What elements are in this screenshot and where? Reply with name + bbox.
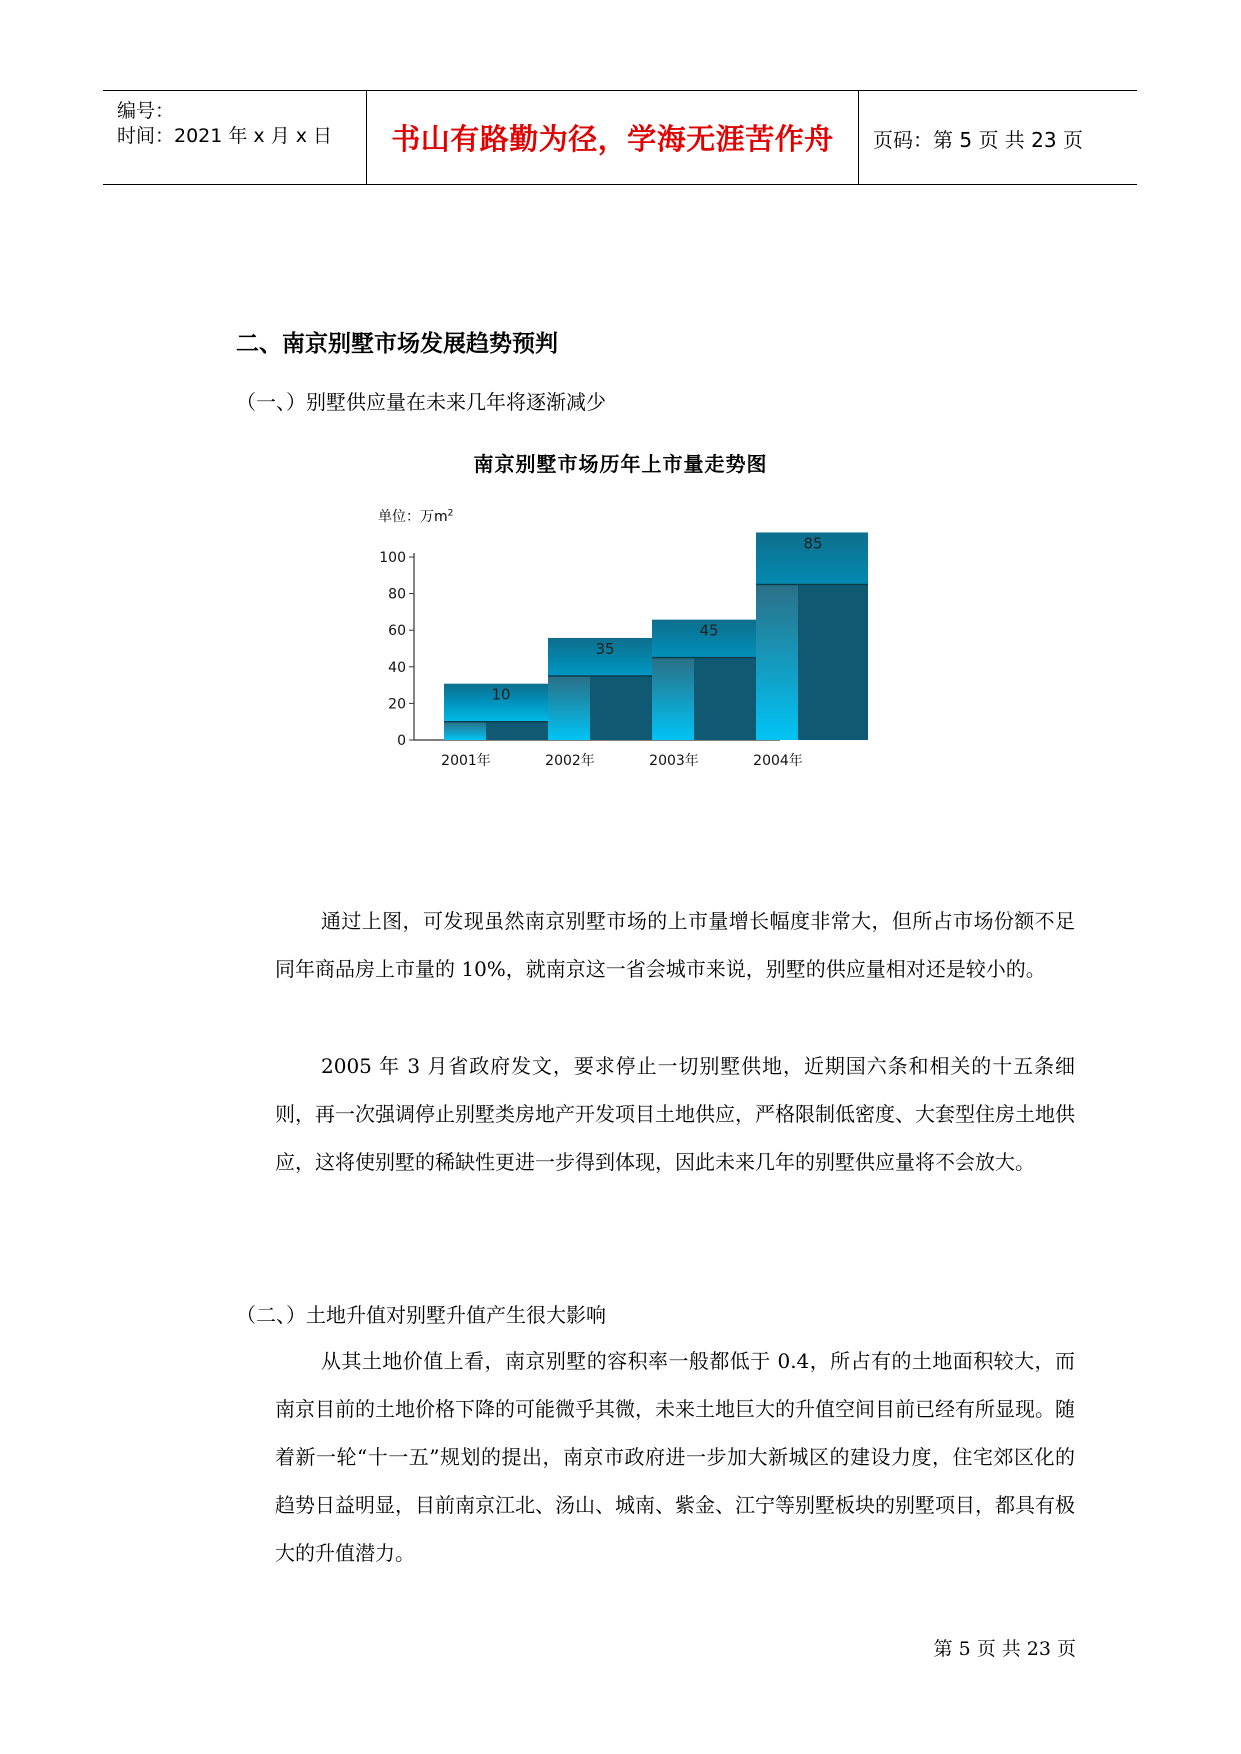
data-label: 85 (803, 534, 823, 553)
header-middle-cell (367, 91, 859, 184)
body-paragraph-3: 从其土地价值上看，南京别墅的容积率一般都低于 0.4，所占有的土地面积较大，而南京目前的土地价格下降的可能微乎其微，未来土地巨大的升值空间目前已经有所显现。随着新一轮“十一五”规划的提出，南京市政府进一步加大新城区的建设力度，住宅郊区化的趋势日益明显，目前南京江北、汤山、城南、紫金、江宁等别墅板块的别墅项目，都具有极大的升值潜力。 (275, 1349, 1075, 1565)
bar (652, 658, 694, 740)
y-tick-label: 0 (397, 733, 406, 749)
x-tick-label: 2002年 (545, 753, 595, 769)
y-tick-label: 40 (388, 659, 406, 676)
data-label: 45 (699, 621, 719, 640)
chart-title: 南京别墅市场历年上市量走势图 (473, 452, 768, 476)
subsection-title-2: （二、）土地升值对别墅升值产生很大影响 (236, 1303, 606, 1327)
data-label: 10 (491, 685, 511, 704)
x-tick-label: 2003年 (649, 753, 699, 769)
x-tick-label: 2004年 (753, 753, 803, 769)
bar-body (486, 722, 556, 740)
bar-body (694, 658, 764, 740)
bar-body (798, 584, 868, 740)
header-right-cell (859, 91, 1137, 184)
unit-text: 单位：万m (378, 509, 448, 525)
page-header (103, 90, 1137, 185)
page-footer: 第 5 页 共 23 页 (933, 1638, 1076, 1660)
y-tick-label: 100 (379, 550, 406, 566)
header-left-cell (103, 91, 367, 184)
header-page-info: 页码：第 5 页 共 23 页 (873, 128, 1083, 152)
body-paragraph-1: 通过上图，可发现虽然南京别墅市场的上市量增长幅度非常大，但所占市场份额不足同年商品房上市量的 10%，就南京这一省会城市来说，别墅的供应量相对还是较小的。 (275, 909, 1075, 981)
bar-chart (360, 500, 900, 790)
bar-body (590, 676, 660, 740)
data-label: 35 (595, 639, 615, 658)
y-tick-label: 80 (388, 586, 406, 603)
body-paragraph-2: 2005 年 3 月省政府发文，要求停止一切别墅供地，近期国六条和相关的十五条细则，再一次强调停止别墅类房地产开发项目土地供应，严格限制低密度、大套型住房土地供应，这将使别墅的稀缺性更进一步得到体现，因此未来几年的别墅供应量将不会放大。 (275, 1054, 1075, 1174)
unit-superscript: 2 (447, 508, 454, 519)
subsection-title-1: （一、）别墅供应量在未来几年将逐渐减少 (236, 390, 606, 414)
bar (548, 676, 590, 740)
time-label: 时间：2021 年 x 月 x 日 (117, 125, 333, 147)
bar (444, 722, 486, 740)
y-tick-label: 20 (388, 696, 406, 713)
serial-label: 编号： (117, 100, 175, 122)
y-tick-label: 60 (388, 623, 406, 640)
bar (756, 584, 798, 740)
section-title: 二、南京别墅市场发展趋势预判 (236, 331, 558, 357)
x-tick-label: 2001年 (441, 753, 491, 769)
header-motto: 书山有路勤为径，学海无涯苦作舟 (391, 122, 834, 156)
